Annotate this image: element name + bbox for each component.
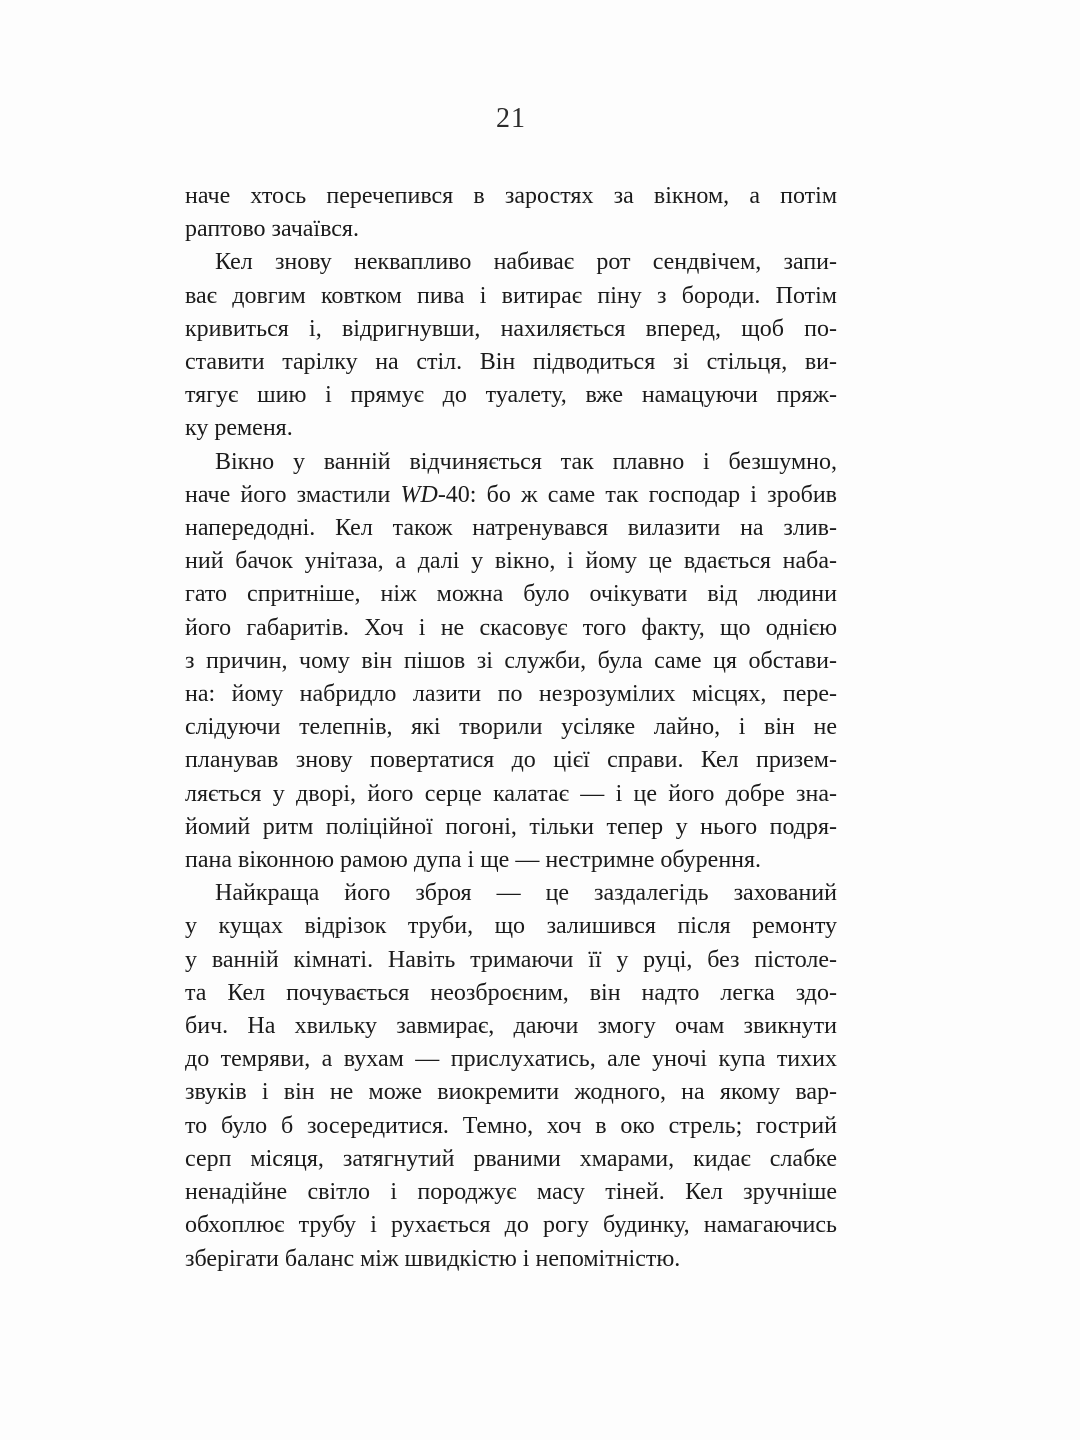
text-line: на: йому набридло лазити по незрозумілих місцях, пере- [185,681,837,708]
text-line: та Кел почувається неозброєним, він надто легка здо- [185,979,837,1006]
text-line: гато спритніше, ніж можна було очікувати від людини [185,581,837,608]
page-number: 21 [496,103,526,134]
text-line: ляється у дворі, його серце калатає — і це його добре зна- [185,780,837,807]
text-line: його габаритів. Хоч і не скасовує того факту, що однією [185,614,837,641]
text-line: Кел знову неквапливо набиває рот сендвічем, запи- [215,249,837,276]
text-line: звуків і він не може виокремити жодного, на якому вар- [185,1079,837,1106]
text-line: планував знову повертатися до цієї справи. Кел призем- [185,747,837,774]
text-line: слідуючи телепнів, які творили усіляке лайно, і він не [185,714,837,741]
paragraph-4 [185,877,837,1275]
text-segment: наче його змастили [185,481,401,508]
text-line: бич. На хвильку завмирає, даючи змогу очам звикнути [185,1013,837,1040]
text-line: то було б зосередитися. Темно, хоч в око стрель; гострий [185,1112,837,1139]
wd40-brand-name: WD [400,481,438,508]
text-line: ний бачок унітаза, а далі у вікно, і йому це вдається наба- [185,548,837,575]
text-segment: -40: бо ж саме так господар і зробив [437,481,838,508]
text-line: кривиться і, відригнувши, нахиляється вперед, щоб по- [185,315,837,342]
text-line: з причин, чому він пішов зі служби, була саме ця обстави- [185,647,837,674]
text-line: серп місяця, затягнутий рваними хмарами, кидає слабке [185,1145,837,1172]
text-line: ставити тарілку на стіл. Він підводиться зі стільця, ви- [185,349,837,376]
text-block [185,180,837,1276]
text-line: у ванній кімнаті. Навіть тримаючи її у руці, без пістоле- [185,946,837,973]
text-line: обхоплює трубу і рухається до рогу будинку, намагаючись [185,1212,837,1239]
text-line: ває довгим ковтком пива і витирає піну з бороди. Потім [185,282,837,309]
text-line: у кущах відрізок труби, що залишився після ремонту [185,913,837,940]
text-line: до темряви, а вухам — прислухатись, але уночі купа тихих [185,1046,837,1073]
paragraph-1 [185,180,837,246]
text-line: ку ременя. [185,415,293,442]
text-line: тягує шию і прямує до туалету, вже намацуючи пряж- [185,382,837,409]
text-line: Найкраща його зброя — це заздалегідь захований [215,880,837,907]
text-line: Вікно у ванній відчиняється так плавно і безшумно, [215,448,837,475]
text-line: йомий ритм поліційної погоні, тільки тепер у нього подря- [185,813,837,840]
text-line: ненадійне світло і породжує масу тіней. Кел зручніше [185,1179,837,1206]
text-line: раптово зачаївся. [185,216,359,243]
text-line: пана віконною рамою дупа і ще — нестримне обурення. [185,847,762,874]
paragraph-2 [185,246,837,445]
text-line: зберігати баланс між швидкістю і непомітністю. [185,1245,681,1272]
text-line-wd40 [185,479,837,512]
paragraph-3 [185,446,837,878]
text-line: напередодні. Кел також натренувався вилазити на злив- [185,515,837,542]
text-line: наче хтось перечепився в заростях за вікном, а потім [185,183,837,209]
